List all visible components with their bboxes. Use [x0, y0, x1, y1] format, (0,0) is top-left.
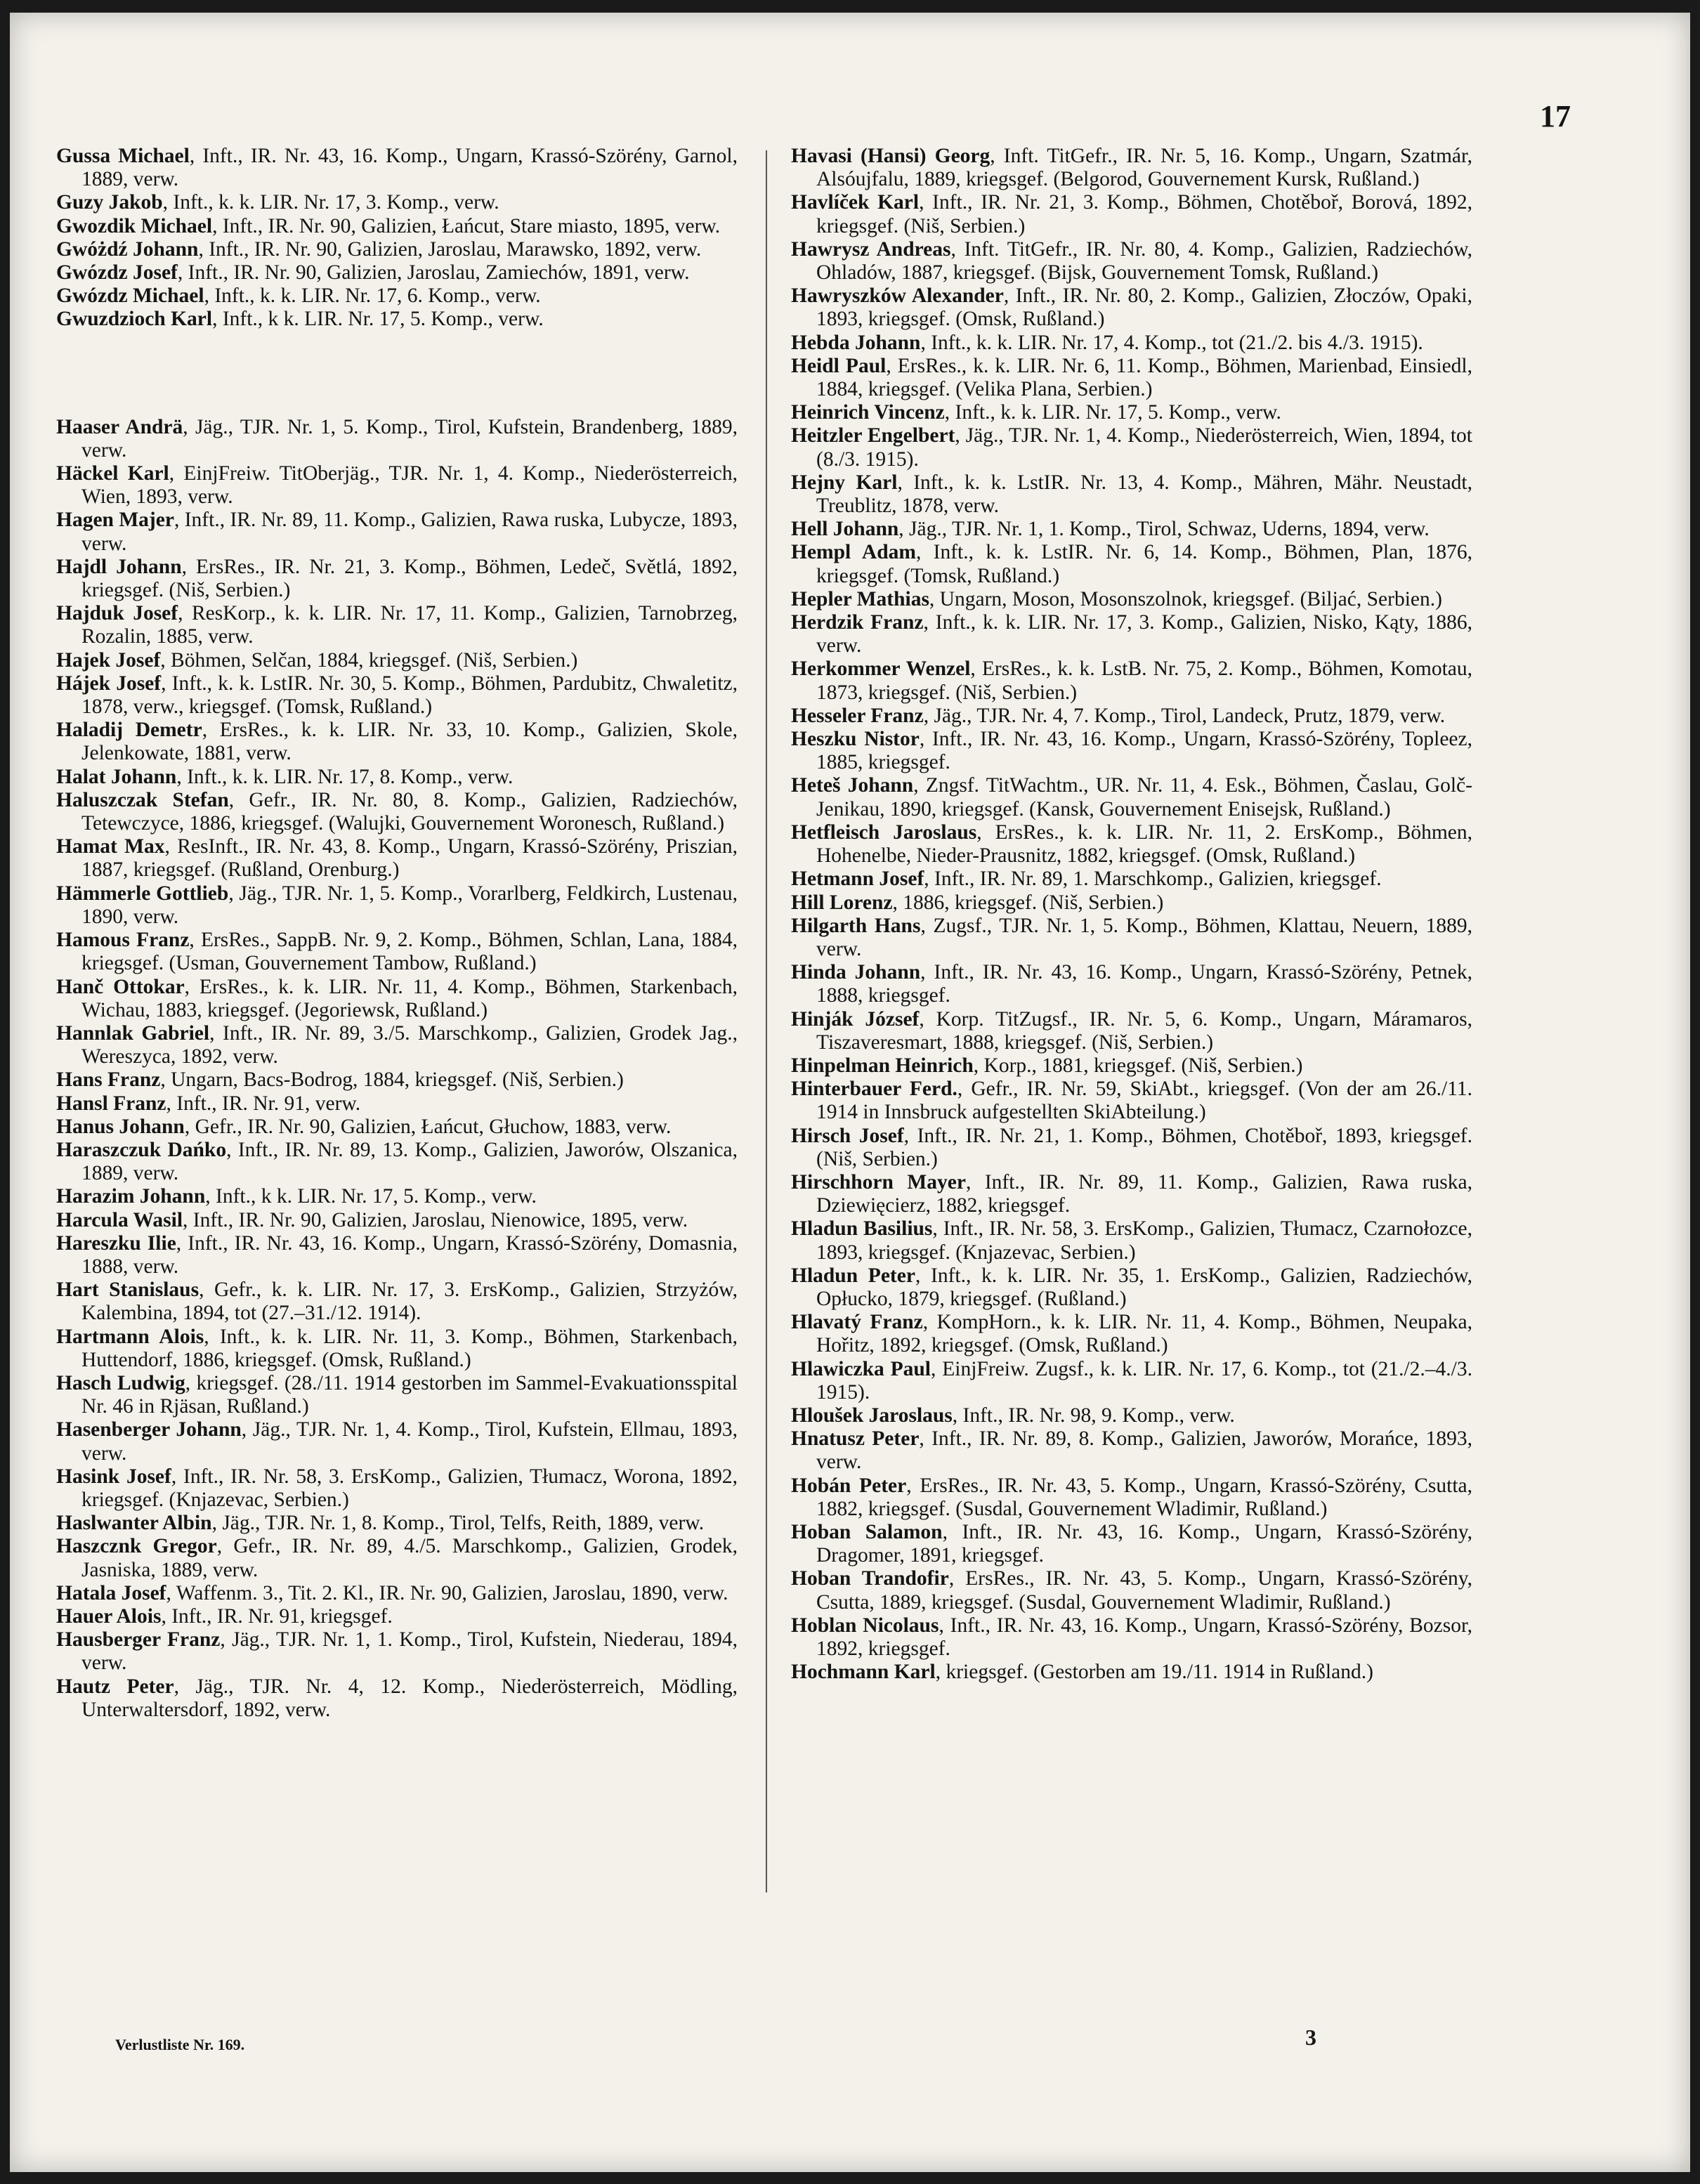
entry-name: Heidl Paul [791, 354, 887, 377]
entry-name: Hájek Josef [56, 672, 162, 695]
entry-text: , Jäg., TJR. Nr. 1, 8. Komp., Tirol, Telfs, Reith, 1889, verw. [211, 1512, 705, 1535]
entry-name: Häckel Karl [56, 462, 169, 485]
entry-text: , Inft., IR. Nr. 43, 16. Komp., Ungarn, Krassó-Szörény, Domasnia, 1888, verw. [81, 1231, 738, 1278]
list-entry [791, 541, 1472, 587]
entry-name: Hämmerle Gottlieb [56, 882, 229, 905]
entry-text: , ErsRes., k. k. LIR. Nr. 11, 2. ErsKomp., Böhmen, Hohenelbe, Nieder-Prausnitz, 1882, kriegsgef. (Omsk, Rußland.) [816, 820, 1472, 868]
entry-name: Heinrich Vincenz [791, 401, 945, 424]
entry-name: Hebda Johann [791, 331, 921, 354]
right-column [791, 145, 1472, 1684]
entry-text: , Inft., IR. Nr. 21, 3. Komp., Böhmen, Chotěboř, Borová, 1892, kriegsgef. (Niš, Serbien.) [816, 191, 1472, 237]
entry-text: , Inft., k. k. LIR. Nr. 17, 6. Komp., verw. [204, 285, 541, 308]
list-entry [791, 868, 1472, 891]
list-entry [56, 1512, 738, 1535]
list-entry [791, 1358, 1472, 1404]
entry-name: Hoban Salamon [791, 1520, 943, 1543]
entry-name: Gwuzdzioch Karl [56, 308, 213, 331]
entry-name: Heszku Nistor [791, 728, 920, 751]
list-entry [56, 1279, 738, 1325]
entry-name: Guzy Jakob [56, 191, 163, 214]
entry-text: , Inft., k. k. LIR. Nr. 17, 5. Komp., verw. [944, 401, 1281, 424]
entry-text: , Korp. TitZugsf., IR. Nr. 5, 6. Komp., Ungarn, Máramaros, Tiszaveresmart, 1888, kriegsgef. (Niš, Serbien.) [816, 1007, 1472, 1054]
list-entry [56, 416, 738, 462]
entry-text: , Waffenm. 3., Tit. 2. Kl., IR. Nr. 90, Galizien, Jaroslau, 1890, verw. [166, 1581, 728, 1604]
entry-name: Hladun Basilius [791, 1217, 933, 1241]
entry-text: , Jäg., TJR. Nr. 1, 4. Komp., Tirol, Kufstein, Ellmau, 1893, verw. [81, 1418, 738, 1465]
list-entry [56, 509, 738, 555]
entry-name: Gwozdik Michael [56, 214, 213, 237]
entry-name: Harazim Johann [56, 1185, 206, 1208]
left-column [56, 145, 738, 1722]
entry-text: , Inft., IR. Nr. 21, 1. Komp., Böhmen, Chotěboř, 1893, kriegsgef. (Niš, Serbien.) [816, 1124, 1472, 1170]
list-entry [791, 1008, 1472, 1054]
list-entry [56, 215, 738, 238]
entry-text: , Zugsf., TJR. Nr. 1, 5. Komp., Böhmen, Klattau, Neuern, 1889, verw. [816, 914, 1472, 960]
list-entry [56, 1092, 738, 1116]
list-entry [56, 882, 738, 929]
list-entry [791, 658, 1472, 704]
entry-text: , EinjFreiw. TitOberjäg., TJR. Nr. 1, 4. Komp., Niederösterreich, Wien, 1893, verw. [81, 462, 738, 509]
list-entry [56, 1185, 738, 1208]
entry-name: Hoban Trandofir [791, 1567, 949, 1590]
entry-text: , Inft., IR. Nr. 91, kriegsgef. [161, 1604, 393, 1628]
list-entry [56, 929, 738, 975]
entry-name: Hobán Peter [791, 1474, 907, 1497]
entry-text: , Gefr., IR. Nr. 90, Galizien, Łańcut, Głuchow, 1883, verw. [184, 1115, 672, 1138]
entry-name: Hinterbauer Ferd. [791, 1078, 957, 1101]
list-entry [56, 1582, 738, 1605]
entry-name: Hart Stanislaus [56, 1279, 200, 1302]
entry-text: , Jäg., TJR. Nr. 4, 12. Komp., Niederösterreich, Mödling, Unterwaltersdorf, 1892, verw. [81, 1675, 738, 1721]
entry-name: Hlavatý Franz [791, 1311, 923, 1334]
entry-text: , Gefr., IR. Nr. 59, SkiAbt., kriegsgef. (Von der am 26./11. 1914 in Innsbruck aufgestellten SkiAbteilung.) [816, 1078, 1472, 1124]
list-entry [56, 261, 738, 285]
list-entry [791, 1125, 1472, 1171]
entry-name: Hinda Johann [791, 961, 921, 984]
list-entry [791, 821, 1472, 868]
entry-name: Hnatusz Peter [791, 1427, 920, 1451]
entry-name: Hannlak Gabriel [56, 1021, 210, 1045]
entry-text: , 1886, kriegsgef. (Niš, Serbien.) [892, 891, 1164, 914]
entry-text: , Ungarn, Moson, Mosonszolnok, kriegsgef. (Biljać, Serbien.) [929, 587, 1442, 610]
list-entry [791, 611, 1472, 658]
entry-text: , Inft., IR. Nr. 43, 16. Komp., Ungarn, Krassó-Szörény, Dragomer, 1891, kriegsgef. [816, 1520, 1472, 1567]
entry-text: , kriegsgef. (Gestorben am 19./11. 1914 in Rußland.) [935, 1661, 1373, 1684]
entry-name: Hareszku Ilie [56, 1231, 176, 1255]
entry-text: , Jäg., TJR. Nr. 1, 5. Komp., Tirol, Kufstein, Brandenberg, 1889, verw. [81, 415, 738, 462]
entry-name: Heteš Johann [791, 774, 914, 797]
entry-name: Havasi (Hansi) Georg [791, 145, 990, 167]
entry-text: , Jäg., TJR. Nr. 1, 1. Komp., Tirol, Kufstein, Niederau, 1894, verw. [81, 1628, 738, 1675]
list-entry [56, 1535, 738, 1581]
list-entry [791, 1661, 1472, 1684]
entry-name: Haslwanter Albin [56, 1512, 212, 1535]
entry-text: , Inft., IR. Nr. 80, 2. Komp., Galizien, Złoczów, Opaki, 1893, kriegsgef. (Omsk, Rußland.) [816, 285, 1473, 331]
entry-name: Hajdl Johann [56, 555, 182, 578]
list-entry [56, 649, 738, 672]
entry-text: , Inft., IR. Nr. 43, 16. Komp., Ungarn, Krassó-Szörény, Topleez, 1885, kriegsgef. [816, 728, 1472, 774]
list-entry [791, 588, 1472, 611]
entry-name: Hasch Ludwig [56, 1371, 185, 1394]
entry-text: , Inft. TitGefr., IR. Nr. 80, 4. Komp., Galizien, Radziechów, Ohladów, 1887, kriegsgef. (Bijsk, Gouvernement Tomsk, Rußland.) [816, 237, 1472, 285]
entry-name: Hamat Max [56, 835, 165, 858]
entry-text: , Gefr., IR. Nr. 80, 8. Komp., Galizien, Radziechów, Tetewczyce, 1886, kriegsgef. (Walujki, Gouvernement Woronesch, Rußland.) [81, 788, 738, 835]
list-entry [791, 915, 1472, 961]
entry-text: , Inft., IR. Nr. 90, Galizien, Jaroslau, Nienowice, 1895, verw. [183, 1208, 688, 1231]
entry-name: Hirsch Josef [791, 1124, 904, 1147]
entry-text: , Inft., k k. LIR. Nr. 17, 5. Komp., verw. [212, 308, 544, 331]
entry-name: Hatala Josef [56, 1581, 166, 1604]
entry-name: Hasenberger Johann [56, 1418, 242, 1441]
list-entry [791, 728, 1472, 774]
list-entry [56, 1232, 738, 1279]
list-entry [791, 285, 1472, 331]
entry-text: , ResKorp., k. k. LIR. Nr. 17, 11. Komp., Galizien, Tarnobrzeg, Rozalin, 1885, verw. [81, 602, 738, 648]
entry-name: Hoblan Nicolaus [791, 1614, 939, 1637]
entry-text: , Inft., IR. Nr. 89, 11. Komp., Galizien, Rawa ruska, Dziewięcierz, 1882, kriegsgef. [816, 1170, 1472, 1217]
list-entry [56, 1326, 738, 1372]
entry-text: , Inft., IR. Nr. 89, 3./5. Marschkomp., Galizien, Grodek Jag., Wereszyca, 1892, verw. [81, 1021, 738, 1068]
list-entry [791, 1567, 1472, 1614]
entry-text: , Inft. TitGefr., IR. Nr. 5, 16. Komp., Ungarn, Szatmár, Alsóujfalu, 1889, kriegsgef. (Belgorod, Gouvernement Kursk, Rußland.) [816, 145, 1473, 191]
entry-text: , Gefr., IR. Nr. 89, 4./5. Marschkomp., Galizien, Grodek, Jasniska, 1889, verw. [81, 1535, 738, 1581]
list-entry [791, 1521, 1472, 1567]
entry-name: Hauer Alois [56, 1604, 162, 1628]
entry-text: , Inft., IR. Nr. 90, Galizien, Jaroslau, Marawsko, 1892, verw. [198, 237, 702, 261]
list-entry [56, 672, 738, 719]
entry-name: Hilgarth Hans [791, 914, 921, 937]
entry-name: Hinják József [791, 1007, 920, 1031]
entry-name: Hartmann Alois [56, 1325, 204, 1348]
entry-name: Hamous Franz [56, 929, 190, 952]
entry-name: Gwózdz Josef [56, 261, 178, 285]
entry-name: Halat Johann [56, 765, 177, 788]
entry-text: , ErsRes., IR. Nr. 21, 3. Komp., Böhmen, Ledeč, Světlá, 1892, kriegsgef. (Niš, Serbien.) [81, 555, 738, 602]
entry-name: Havlíček Karl [791, 191, 920, 214]
footer-sheet-number: 3 [1305, 2025, 1316, 2050]
list-entry [56, 285, 738, 308]
entry-name: Hill Lorenz [791, 891, 893, 914]
list-entry [791, 145, 1472, 191]
entry-name: Hejny Karl [791, 471, 898, 494]
entry-text: , KompHorn., k. k. LIR. Nr. 11, 4. Komp., Böhmen, Neupaka, Hořitz, 1892, kriegsgef. (Omsk, Rußland.) [816, 1311, 1472, 1357]
list-entry [56, 1372, 738, 1418]
entry-name: Hlawiczka Paul [791, 1357, 931, 1380]
list-entry [791, 1614, 1472, 1661]
list-entry [791, 1054, 1472, 1078]
entry-name: Hladun Peter [791, 1264, 915, 1287]
entry-name: Hagen Majer [56, 509, 174, 532]
entry-text: , Inft., IR. Nr. 58, 3. ErsKomp., Galizien, Tłumacz, Worona, 1892, kriegsgef. (Knjazevac, Serbien.) [81, 1465, 738, 1511]
entry-text: , Inft., IR. Nr. 89, 13. Komp., Galizien, Jaworów, Olszanica, 1889, verw. [81, 1138, 738, 1185]
entry-text: , Jäg., TJR. Nr. 1, 1. Komp., Tirol, Schwaz, Uderns, 1894, verw. [898, 518, 1430, 541]
entry-text: , Inft., IR. Nr. 90, Galizien, Łańcut, Stare miasto, 1895, verw. [212, 214, 721, 237]
entry-name: Gwóżdź Johann [56, 237, 199, 261]
list-entry [791, 891, 1472, 915]
entry-name: Herkommer Wenzel [791, 658, 971, 681]
entry-text: , Inft., IR. Nr. 89, 11. Komp., Galizien, Rawa ruska, Lubycze, 1893, verw. [81, 509, 738, 555]
list-entry [56, 835, 738, 882]
entry-text: , EinjFreiw. Zugsf., k. k. LIR. Nr. 17, 6. Komp., tot (21./2.–4./3. 1915). [816, 1357, 1472, 1404]
list-entry [791, 238, 1472, 285]
entry-text: , Inft., k. k. LIR. Nr. 35, 1. ErsKomp., Galizien, Radziechów, Opłucko, 1879, kriegsgef. (Rußland.) [816, 1264, 1472, 1310]
list-entry [791, 1474, 1472, 1521]
list-entry [791, 401, 1472, 424]
entry-name: Hempl Adam [791, 541, 916, 564]
entry-text: , ErsRes., IR. Nr. 43, 5. Komp., Ungarn, Krassó-Szörény, Csutta, 1889, kriegsgef. (Susdal, Gouvernement Wladimir, Rußland.) [816, 1567, 1473, 1614]
entry-name: Harcula Wasil [56, 1208, 183, 1231]
entry-name: Hans Franz [56, 1068, 161, 1092]
entry-name: Hanus Johann [56, 1115, 185, 1138]
entry-name: Gwózdz Michael [56, 285, 204, 308]
entry-text: , Inft., IR. Nr. 43, 16. Komp., Ungarn, Krassó-Szörény, Petnek, 1888, kriegsgef. [816, 961, 1472, 1007]
list-entry [56, 789, 738, 835]
entry-text: , Inft., k. k. LIR. Nr. 11, 3. Komp., Böhmen, Starkenbach, Huttendorf, 1886, kriegsgef. (Omsk, Rußland.) [81, 1325, 738, 1371]
entry-text: , Gefr., k. k. LIR. Nr. 17, 3. ErsKomp., Galizien, Strzyżów, Kalembina, 1894, tot (27.–31./12. 1914). [81, 1279, 738, 1325]
entry-name: Hepler Mathias [791, 587, 929, 610]
entry-text: , ErsRes., k. k. LIR. Nr. 33, 10. Komp., Galizien, Skole, Jelenkowate, 1881, verw. [81, 719, 738, 765]
entry-name: Hajek Josef [56, 648, 161, 672]
list-entry [56, 1068, 738, 1092]
entry-name: Herdzik Franz [791, 611, 924, 634]
entry-text: , Inft., IR. Nr. 58, 3. ErsKomp., Galizien, Tłumacz, Czarnołozce, 1893, kriegsgef. (Knjazevac, Serbien.) [816, 1217, 1472, 1264]
list-entry [56, 462, 738, 509]
entry-text: , Inft., IR. Nr. 98, 9. Komp., verw. [952, 1404, 1235, 1427]
entry-text: , ErsRes., k. k. LstB. Nr. 75, 2. Komp., Böhmen, Komotau, 1873, kriegsgef. (Niš, Serbien.) [816, 658, 1472, 704]
entry-name: Hanč Ottokar [56, 975, 185, 998]
list-entry [56, 602, 738, 648]
entry-name: Hausberger Franz [56, 1628, 221, 1652]
entry-name: Hansl Franz [56, 1092, 166, 1115]
entry-name: Haraszczuk Dańko [56, 1138, 227, 1161]
entry-text: , ErsRes., k. k. LIR. Nr. 6, 11. Komp., Böhmen, Marienbad, Einsiedl, 1884, kriegsgef. (Velika Plana, Serbien.) [816, 354, 1472, 401]
entry-text: , Inft., IR. Nr. 91, verw. [166, 1092, 361, 1115]
entry-text: , Jäg., TJR. Nr. 4, 7. Komp., Tirol, Landeck, Prutz, 1879, verw. [923, 704, 1446, 727]
entry-text: , Inft., k. k. LstIR. Nr. 13, 4. Komp., Mähren, Mähr. Neustadt, Treublitz, 1878, verw. [816, 471, 1472, 518]
entry-text: , Inft., k k. LIR. Nr. 17, 5. Komp., verw. [205, 1185, 537, 1208]
entry-name: Hawrysz Andreas [791, 237, 951, 261]
entry-name: Hesseler Franz [791, 704, 924, 727]
entry-name: Hajduk Josef [56, 602, 178, 625]
list-entry [56, 1209, 738, 1232]
list-entry [791, 1311, 1472, 1357]
entry-name: Hell Johann [791, 518, 899, 541]
list-entry [56, 556, 738, 602]
list-entry [791, 471, 1472, 518]
entry-text: , Korp., 1881, kriegsgef. (Niš, Serbien.) [973, 1054, 1303, 1077]
entry-text: , Inft., k. k. LIR. Nr. 17, 4. Komp., tot (21./2. bis 4./3. 1915). [920, 331, 1423, 354]
entry-name: Hetmann Josef [791, 868, 924, 891]
list-entry [791, 1171, 1472, 1217]
entry-name: Hochmann Karl [791, 1661, 936, 1684]
entry-text: , ErsRes., SappB. Nr. 9, 2. Komp., Böhmen, Schlan, Lana, 1884, kriegsgef. (Usman, Gouvernement Tambow, Rußland.) [81, 929, 738, 975]
list-entry [791, 1404, 1472, 1427]
list-entry [56, 766, 738, 789]
list-entry [56, 1465, 738, 1512]
entry-text: , Inft., k. k. LstIR. Nr. 6, 14. Komp., Böhmen, Plan, 1876, kriegsgef. (Tomsk, Rußland.) [816, 541, 1472, 587]
list-entry [56, 238, 738, 261]
list-entry [791, 191, 1472, 237]
list-entry [56, 1022, 738, 1068]
entry-name: Hirschhorn Mayer [791, 1170, 966, 1194]
document-page [10, 13, 1690, 2172]
entry-text: , Ungarn, Bacs-Bodrog, 1884, kriegsgef. (Niš, Serbien.) [160, 1068, 624, 1092]
entry-text: , Inft., k. k. LIR. Nr. 17, 3. Komp., verw. [162, 191, 499, 214]
entry-text: , Inft., k. k. LstIR. Nr. 30, 5. Komp., Böhmen, Pardubitz, Chwaletitz, 1878, verw., kriegsgef. (Tomsk, Rußland.) [81, 672, 738, 719]
list-entry [56, 1418, 738, 1465]
entry-name: Hasink Josef [56, 1465, 171, 1488]
list-entry [791, 705, 1472, 728]
list-entry [56, 308, 738, 331]
entry-text: , Jäg., TJR. Nr. 1, 5. Komp., Vorarlberg, Feldkirch, Lustenau, 1890, verw. [81, 882, 738, 928]
list-entry [56, 1605, 738, 1628]
list-entry [791, 961, 1472, 1007]
list-entry [56, 1116, 738, 1139]
list-entry [56, 145, 738, 191]
list-entry [791, 1217, 1472, 1264]
entry-name: Haluszczak Stefan [56, 788, 229, 811]
entry-name: Haladij Demetr [56, 719, 202, 742]
entry-name: Hinpelman Heinrich [791, 1054, 974, 1077]
list-entry [56, 191, 738, 214]
entry-name: Hetfleisch Jaroslaus [791, 820, 977, 844]
entry-name: Heitzler Engelbert [791, 424, 955, 447]
list-entry [791, 1264, 1472, 1311]
list-entry [56, 1675, 738, 1722]
entry-text: , Böhmen, Selčan, 1884, kriegsgef. (Niš, Serbien.) [160, 648, 578, 672]
entry-name: Hloušek Jaroslaus [791, 1404, 953, 1427]
footer-list-number: Verlustliste Nr. 169. [115, 2036, 245, 2053]
list-entry [56, 1139, 738, 1185]
entry-text: , kriegsgef. (28./11. 1914 gestorben im Sammel-Evakuationsspital Nr. 46 in Rjäsan, Rußland.) [81, 1371, 738, 1418]
entry-name: Gussa Michael [56, 145, 190, 167]
list-entry [791, 355, 1472, 401]
entry-text: , Inft., k. k. LIR. Nr. 17, 3. Komp., Galizien, Nisko, Kąty, 1886, verw. [816, 611, 1472, 658]
section-gap [56, 332, 738, 416]
entry-text: , Inft., k. k. LIR. Nr. 17, 8. Komp., verw. [176, 765, 514, 788]
page-number: 17 [1540, 99, 1571, 133]
list-entry [791, 424, 1472, 471]
entry-text: , ResInft., IR. Nr. 43, 8. Komp., Ungarn, Krassó-Szörény, Priszian, 1887, kriegsgef. (Rußland, Orenburg.) [81, 835, 738, 882]
entry-text: , Inft., IR. Nr. 43, 16. Komp., Ungarn, Krassó-Szörény, Bozsor, 1892, kriegsgef. [816, 1614, 1472, 1660]
list-entry [791, 774, 1472, 820]
list-entry [791, 332, 1472, 355]
list-entry [791, 518, 1472, 541]
entry-text: , Inft., IR. Nr. 89, 1. Marschkomp., Galizien, kriegsgef. [924, 868, 1382, 891]
entry-text: , Jäg., TJR. Nr. 1, 4. Komp., Niederösterreich, Wien, 1894, tot (8./3. 1915). [816, 424, 1473, 471]
entry-text: , ErsRes., k. k. LIR. Nr. 11, 4. Komp., Böhmen, Starkenbach, Wichau, 1883, kriegsgef. (Jegoriewsk, Rußland.) [81, 975, 738, 1021]
entry-name: Haszcznk Gregor [56, 1535, 217, 1558]
entry-text: , ErsRes., IR. Nr. 43, 5. Komp., Ungarn, Krassó-Szörény, Csutta, 1882, kriegsgef. (Susdal, Gouvernement Wladimir, Rußland.) [816, 1474, 1472, 1520]
list-entry [791, 1078, 1472, 1124]
list-entry [56, 719, 738, 765]
entry-name: Hawryszków Alexander [791, 285, 1004, 308]
entry-text: , Inft., IR. Nr. 90, Galizien, Jaroslau, Zamiechów, 1891, verw. [177, 261, 690, 285]
column-divider [766, 150, 767, 1892]
entry-text: , Inft., IR. Nr. 89, 8. Komp., Galizien, Jaworów, Morańce, 1893, verw. [816, 1427, 1473, 1474]
entry-name: Hautz Peter [56, 1675, 174, 1698]
list-entry [56, 976, 738, 1022]
list-entry [791, 1427, 1472, 1474]
list-entry [56, 1628, 738, 1675]
entry-text: , Inft., IR. Nr. 43, 16. Komp., Ungarn, Krassó-Szörény, Garnol, 1889, verw. [81, 145, 738, 191]
entry-text: , Zngsf. TitWachtm., UR. Nr. 11, 4. Esk., Böhmen, Časlau, Golč-Jenikau, 1890, kriegsgef. (Kansk, Gouvernement Enisejsk, Rußland.) [816, 774, 1472, 820]
entry-name: Haaser Andrä [56, 415, 183, 438]
